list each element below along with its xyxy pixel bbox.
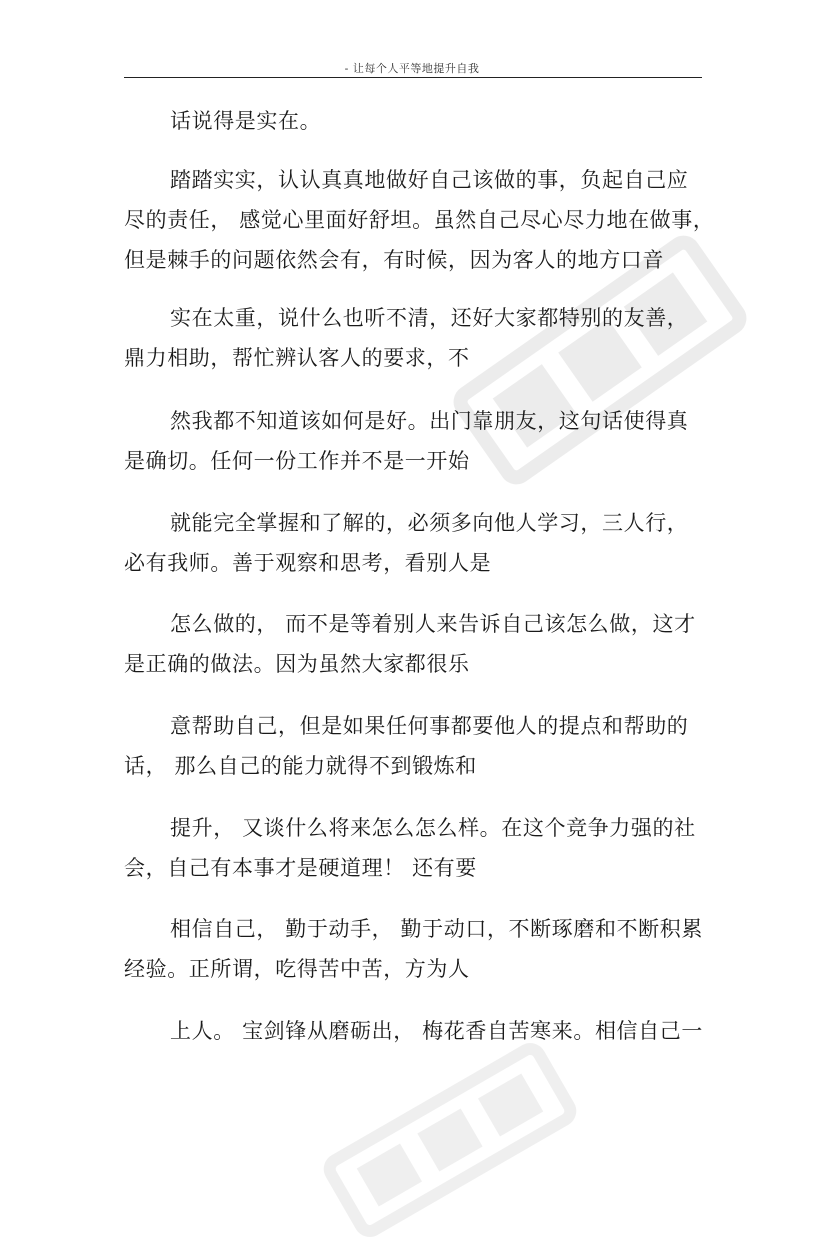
paragraph bbox=[124, 808, 714, 888]
paragraph bbox=[124, 706, 714, 786]
paragraph bbox=[124, 401, 714, 481]
text-line: 话说得是实在。 bbox=[170, 109, 322, 133]
page-header: - 让每个人平等地提升自我 bbox=[344, 62, 480, 75]
text-line: 相信自己， 勤于动手， 勤于动口，不断琢磨和不断积累 bbox=[170, 917, 703, 941]
text-line: 踏踏实实，认认真真地做好自己该做的事，负起自己应 bbox=[170, 168, 689, 192]
paragraph bbox=[124, 604, 714, 684]
text-line: 上人。 宝剑锋从磨砺出， 梅花香自苦寒来。相信自己一 bbox=[170, 1019, 703, 1043]
text-line: 提升， 又谈什么将来怎么怎么样。在这个竞争力强的社 bbox=[170, 816, 696, 840]
text-line: 怎么做的， 而不是等着别人来告诉自己该怎么做，这才 bbox=[170, 612, 696, 636]
text-line: 但是棘手的问题依然会有，有时候，因为客人的地方口音 bbox=[124, 248, 664, 272]
watermark-logo-bottom bbox=[300, 1040, 600, 1240]
header-rule bbox=[124, 77, 702, 78]
text-line: 会，自己有本事才是硬道理！ 还有要 bbox=[124, 856, 477, 880]
text-line: 是正确的做法。因为虽然大家都很乐 bbox=[124, 652, 470, 676]
text-line: 是确切。任何一份工作并不是一开始 bbox=[124, 449, 470, 473]
text-line: 就能完全掌握和了解的，必须多向他人学习，三人行， bbox=[170, 511, 689, 535]
text-line: 话， 那么自己的能力就得不到锻炼和 bbox=[124, 754, 477, 778]
text-line: 经验。正所谓，吃得苦中苦，方为人 bbox=[124, 957, 470, 981]
text-line: 尽的责任， 感觉心里面好舒坦。虽然自己尽心尽力地在做事， bbox=[124, 208, 715, 232]
paragraph bbox=[124, 1011, 714, 1051]
paragraph bbox=[124, 160, 714, 280]
text-line: 然我都不知道该如何是好。出门靠朋友，这句话使得真 bbox=[170, 409, 689, 433]
text-line: 意帮助自己，但是如果任何事都要他人的提点和帮助的 bbox=[170, 714, 689, 738]
paragraph bbox=[124, 909, 714, 989]
text-line: 鼎力相助，帮忙辨认客人的要求，不 bbox=[124, 346, 470, 370]
paragraph bbox=[124, 298, 714, 378]
paragraph bbox=[124, 101, 714, 141]
text-line: 必有我师。善于观察和思考，看别人是 bbox=[124, 551, 492, 575]
paragraph bbox=[124, 503, 714, 583]
text-line: 实在太重，说什么也听不清，还好大家都特别的友善， bbox=[170, 306, 689, 330]
